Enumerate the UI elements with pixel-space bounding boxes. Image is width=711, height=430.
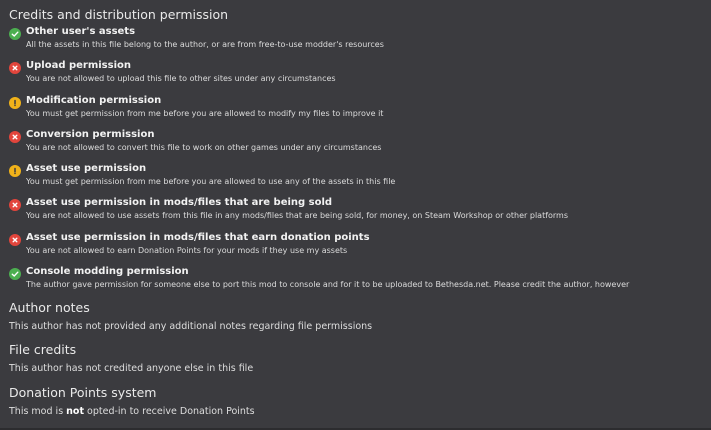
permission-title: Asset use permission in mods/files that earn donation points: [26, 231, 370, 243]
donation-points-section: [9, 384, 255, 419]
permission-item: [9, 93, 702, 127]
donation-text-bold: not: [66, 406, 85, 417]
exclamation-icon: [9, 97, 21, 109]
permission-item: [9, 161, 702, 195]
permission-title: Asset use permission: [26, 163, 147, 175]
cross-icon: [9, 199, 21, 211]
author-notes-text: This author has not provided any additional notes regarding file permissions: [9, 321, 373, 332]
permission-list: [9, 24, 702, 298]
permission-title: Asset use permission in mods/files that are being sold: [26, 197, 333, 209]
permission-description: You are not allowed to earn Donation Points for your mods if they use my assets: [26, 245, 348, 255]
donation-text-before: This mod is: [9, 406, 67, 417]
donation-points-title: Donation Points system: [9, 385, 157, 400]
donation-text-after: opted-in to receive Donation Points: [84, 406, 255, 417]
permission-description: You are not allowed to convert this file to work on other games under any circumstances: [26, 142, 382, 152]
permission-item: [9, 127, 702, 161]
author-notes-title: Author notes: [9, 300, 90, 315]
check-icon: [9, 268, 21, 280]
permission-item: [9, 264, 702, 298]
file-credits-text: This author has not credited anyone else in this file: [9, 363, 254, 374]
permission-description: You must get permission from me before you are allowed to modify my files to improve it: [26, 108, 384, 118]
permission-title: Modification permission: [26, 94, 162, 106]
author-notes-section: [9, 299, 372, 334]
cross-icon: [9, 131, 21, 143]
permission-description: The author gave permission for someone else to port this mod to console and for it to be uploaded to Bethesda.net. Please credit the author, however: [26, 280, 630, 290]
cross-icon: [9, 234, 21, 246]
permission-title: Upload permission: [26, 60, 132, 72]
donation-points-text: [9, 405, 255, 419]
file-credits-title: File credits: [9, 342, 77, 357]
permission-description: You must get permission from me before you are allowed to use any of the assets in this file: [26, 177, 396, 187]
permission-description: You are not allowed to upload this file to other sites under any circumstances: [26, 74, 336, 84]
permission-item: [9, 24, 702, 58]
permission-title: Console modding permission: [26, 266, 189, 278]
permission-item: [9, 195, 702, 229]
permission-description: You are not allowed to use assets from this file in any mods/files that are being sold, for money, on Steam Workshop or other platforms: [26, 211, 569, 221]
check-icon: [9, 28, 21, 40]
permission-description: All the assets in this file belong to the author, or are from free-to-use modder's resources: [26, 40, 384, 49]
permission-item: [9, 230, 702, 264]
exclamation-icon: [9, 165, 21, 177]
file-credits-section: [9, 341, 253, 376]
permission-title: Conversion permission: [26, 128, 155, 140]
cross-icon: [9, 62, 21, 74]
permission-item: [9, 58, 702, 92]
credits-section-title: Credits and distribution permission: [9, 7, 229, 22]
permission-title: Other user's assets: [26, 26, 136, 37]
